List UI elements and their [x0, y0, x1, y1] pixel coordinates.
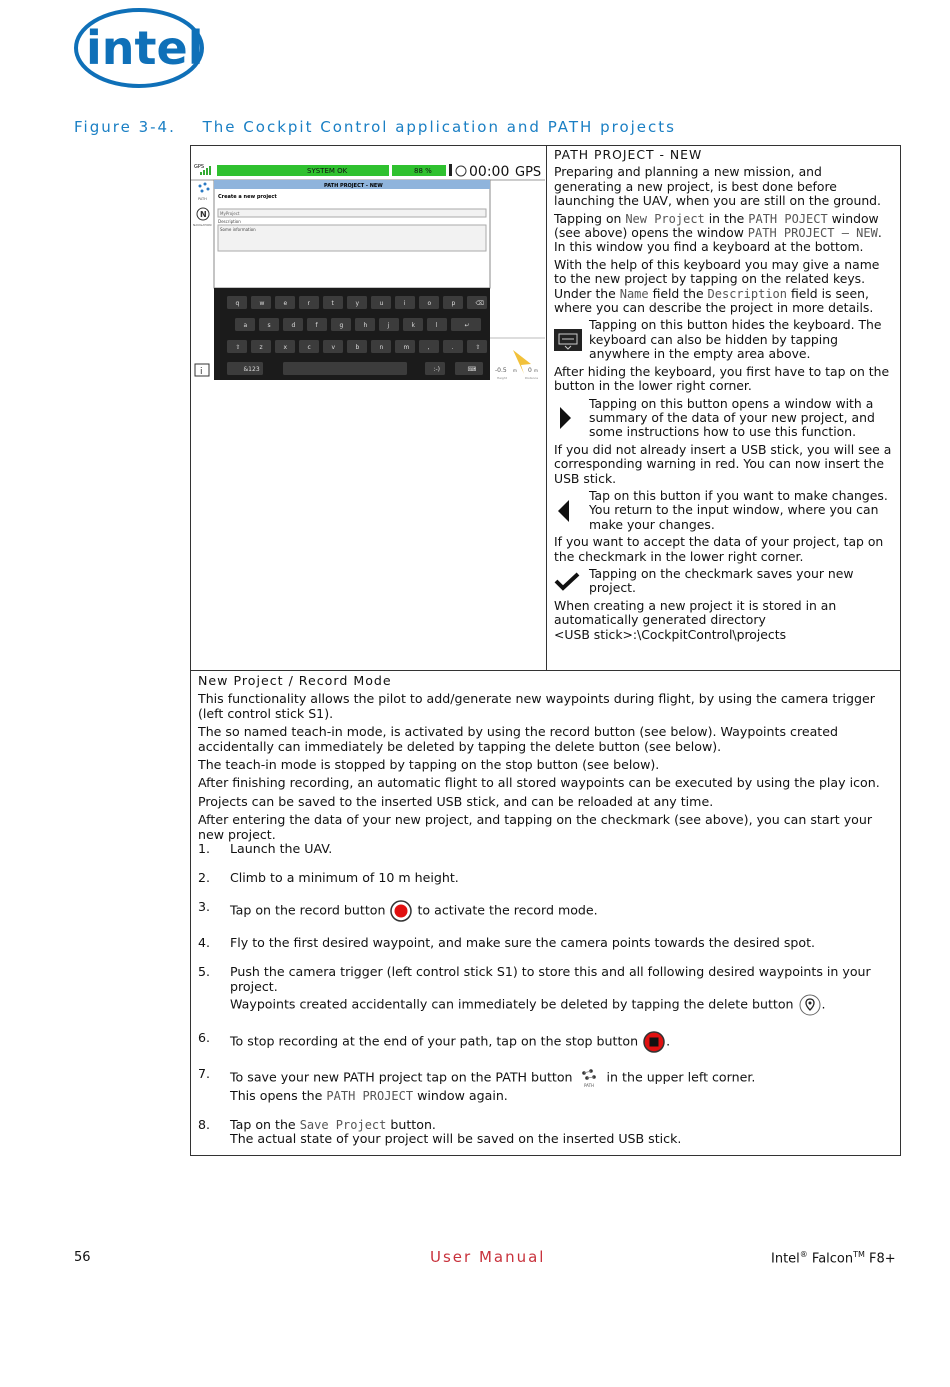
key-z-label: z — [259, 344, 263, 351]
path-new-description — [547, 146, 900, 670]
battery-text: 88 % — [414, 167, 432, 175]
key-y-label: y — [355, 300, 360, 307]
text: The actual state of your project will be saved on the inserted USB stick. — [230, 1131, 682, 1147]
section-heading: PATH PROJECT - NEW — [554, 147, 703, 162]
key-l-label: l — [435, 322, 438, 329]
text: Tap on the record button — [230, 902, 390, 918]
step-text: Fly to the first desired waypoint, and make sure the camera points towards the desired spot. — [230, 935, 816, 951]
list-item — [198, 1067, 893, 1103]
key-shift-right-label: ⇧ — [475, 344, 481, 351]
text: F8+ — [864, 1251, 896, 1267]
text: Falcon — [807, 1251, 854, 1267]
paragraph: The teach-in mode is stopped by tapping on the stop button (see below). — [198, 757, 660, 773]
app-screenshot — [191, 146, 547, 670]
content-table — [190, 145, 901, 1156]
text: Push the camera trigger (left control stick S1) to store this and all following desired waypoints in your project. — [230, 964, 871, 994]
key-enter-label: ↵ — [464, 322, 470, 329]
text: This opens the — [230, 1088, 327, 1104]
key-p-label: p — [451, 300, 456, 307]
battery-tip — [449, 164, 452, 176]
steps-list — [198, 842, 893, 1147]
paragraph — [554, 212, 892, 255]
text: in the — [704, 210, 749, 226]
step-number: 7. — [198, 1066, 211, 1082]
trademark-mark: TM — [853, 1250, 865, 1259]
svg-text:i: i — [200, 367, 203, 377]
key-c-label: c — [307, 344, 311, 351]
checkmark-icon — [554, 570, 580, 592]
paragraph: After finishing recording, an automatic flight to all stored waypoints can be executed by using the play icon. — [198, 775, 880, 791]
key-j-label: j — [387, 322, 390, 329]
icon-row-back — [554, 489, 892, 532]
code-text: PATH PROJECT – NEW — [747, 226, 878, 241]
step-number: 3. — [198, 898, 211, 914]
code-text: Description — [707, 286, 787, 301]
key-i-label: i — [403, 300, 406, 307]
height-label: Height — [497, 376, 507, 380]
step-number: 4. — [198, 935, 211, 951]
key-t-label: t — [331, 300, 334, 307]
directory-path: <USB stick>:\CockpitControl\projects — [554, 626, 787, 642]
text: . In this window you find a keyboard at the bottom. — [554, 225, 882, 255]
path-nav-icon[interactable] — [198, 183, 210, 202]
paragraph — [554, 258, 892, 316]
text: in the upper left corner. — [602, 1069, 756, 1085]
paragraph: The so named teach-in mode, is activated by using the record button (see below). Waypoints created accidentally can immediately be deleted by tapping the delete button (see below). — [198, 724, 838, 754]
icon-row-check — [554, 567, 892, 596]
nav-icon-label: NAVIGATION — [193, 223, 212, 227]
step-number: 2. — [198, 869, 211, 885]
key-h-label: h — [363, 322, 368, 329]
list-item — [198, 842, 893, 856]
text: With the help of this keyboard you may give a name to the new project by tapping on the related keys. Under the — [554, 256, 880, 301]
back-arrow-icon — [554, 498, 574, 524]
list-item — [198, 965, 893, 1016]
key-f-label: f — [315, 322, 318, 329]
step-text — [230, 965, 893, 1016]
stop-button-icon — [642, 1031, 666, 1053]
step-text: Climb to a minimum of 10 m height. — [230, 869, 459, 885]
path-button-icon — [577, 1067, 603, 1089]
figure-title: The Cockpit Control application and PATH projects — [202, 118, 676, 136]
paragraph: Preparing and planning a new mission, and generating a new project, is best done before launching the UAV, when you are still on the ground. — [554, 164, 881, 209]
code-text: New Project — [625, 211, 705, 226]
text: window again. — [413, 1088, 508, 1104]
delete-waypoint-icon — [798, 994, 822, 1016]
list-item — [198, 936, 893, 950]
text: . — [821, 996, 826, 1012]
list-item — [198, 1118, 893, 1147]
text: To stop recording at the end of your path, tap on the stop button — [230, 1033, 643, 1049]
step-text: Launch the UAV. — [230, 841, 333, 857]
intel-logo — [72, 6, 207, 90]
window-title: PATH PROJECT - NEW — [324, 183, 383, 189]
status-bar — [217, 165, 389, 176]
page-number: 56 — [74, 1250, 91, 1265]
name-value: MyProject — [220, 211, 240, 216]
text: field is seen, where you can describe the project in more details. — [554, 285, 874, 316]
paragraph — [554, 599, 892, 642]
gps-label: GPS — [194, 164, 205, 170]
key-a-label: a — [243, 322, 248, 329]
icon-description: Tapping on this button hides the keyboard. The keyboard can also be hidden by tapping anywhere in the empty area above. — [589, 317, 882, 362]
step-text — [230, 1067, 893, 1103]
text: . — [666, 1033, 671, 1049]
step-text — [230, 900, 893, 922]
table-row-record-mode — [191, 671, 900, 1155]
svg-text:N: N — [200, 210, 207, 219]
key-smiley-label: :-) — [433, 366, 441, 373]
product-name — [771, 1250, 896, 1266]
key-space[interactable] — [283, 362, 407, 375]
key-b-label: b — [355, 344, 360, 351]
time-text: 00:00 — [469, 164, 510, 180]
record-button-icon — [389, 900, 413, 922]
step-number: 5. — [198, 964, 211, 980]
text: to activate the record mode. — [413, 902, 598, 918]
list-item — [198, 900, 893, 922]
figure-number: Figure 3-4. — [74, 118, 176, 136]
paragraph: If you did not already insert a USB stick, you will see a corresponding warning in red. You can now insert the USB stick. — [554, 441, 892, 486]
logo-wordmark: intel — [86, 21, 204, 75]
key-backspace-label: ⌫ — [475, 300, 484, 307]
code-text: Name — [619, 286, 649, 301]
key-d-label: d — [291, 322, 296, 329]
text: Tapping on — [554, 210, 626, 226]
text: Tap on the — [230, 1117, 300, 1132]
step-text — [230, 1031, 893, 1053]
distance-value: 0 — [528, 367, 532, 374]
gps-mode-text: GPS — [515, 165, 542, 180]
height-unit: m — [513, 368, 517, 373]
table-row-path-new — [191, 146, 900, 671]
key-k-label: k — [411, 322, 415, 329]
key-m-label: m — [403, 344, 410, 351]
code-text: Save Project — [299, 1118, 387, 1132]
step-number: 6. — [198, 1029, 211, 1045]
key-r-label: r — [307, 300, 310, 307]
navigation-compass-icon[interactable] — [193, 208, 212, 227]
paragraph: This functionality allows the pilot to add/generate new waypoints during flight, by using the camera trigger (left control stick S1). — [198, 691, 875, 721]
height-value: -0.5 — [495, 367, 507, 374]
icon-description: Tapping on the checkmark saves your new project. — [589, 565, 854, 596]
path-icon-label: PATH — [198, 197, 207, 201]
key-n-label: n — [379, 344, 384, 351]
key-q-label: q — [235, 300, 240, 307]
icon-row-keyboard — [554, 318, 892, 361]
key-o-label: o — [427, 300, 432, 307]
text: button. — [386, 1117, 436, 1132]
list-item — [198, 871, 893, 885]
description-value: Some information — [220, 227, 256, 232]
step-text — [230, 1118, 893, 1147]
window-heading: Create a new project — [218, 194, 277, 200]
name-field[interactable] — [218, 209, 486, 217]
figure-caption — [74, 118, 676, 136]
text: To save your new PATH project tap on the PATH button — [230, 1069, 577, 1085]
icon-description: Tap on this button if you want to make changes. You return to the input window, where you can make your changes. — [589, 487, 888, 532]
icon-description: Tapping on this button opens a window with a summary of the data of your new project, and some instructions how to use this function. — [589, 395, 875, 440]
code-text: PATH PROJECT — [326, 1089, 414, 1104]
cockpit-screenshot — [191, 160, 545, 400]
text: window (see above) opens the window — [554, 210, 879, 241]
distance-unit: m — [534, 368, 538, 373]
info-icon[interactable] — [195, 364, 209, 377]
paragraph: After entering the data of your new project, and tapping on the checkmark (see above), you can start your new project. — [198, 812, 873, 842]
paragraph: If you want to accept the data of your project, tap on the checkmark in the lower right corner. — [554, 534, 884, 564]
code-text: PATH POJECT — [748, 211, 828, 226]
hide-keyboard-icon — [554, 329, 582, 351]
icon-row-next — [554, 397, 892, 440]
text: Waypoints created accidentally can immediately be deleted by tapping the delete button — [230, 996, 798, 1012]
list-item — [198, 1031, 893, 1053]
key-g-label: g — [339, 322, 344, 329]
key-e-label: e — [283, 300, 288, 307]
text: field the — [648, 285, 708, 301]
key-period-label: . — [451, 344, 454, 351]
key-v-label: v — [331, 344, 336, 351]
description-field[interactable] — [218, 225, 486, 251]
step-number: 8. — [198, 1117, 211, 1132]
key-x-label: x — [283, 344, 288, 351]
registered-mark: ® — [799, 1250, 808, 1259]
step-number: 1. — [198, 841, 211, 857]
text: When creating a new project it is stored in an automatically generated directory — [554, 597, 837, 628]
key-numbers-label: &123 — [243, 366, 260, 373]
footer-title: User Manual — [430, 1248, 546, 1266]
paragraph: After hiding the keyboard, you first have to tap on the button in the lower right corner. — [554, 363, 890, 394]
text: Intel — [771, 1251, 800, 1267]
key-u-label: u — [379, 300, 384, 307]
key-comma-label: , — [427, 344, 430, 351]
description-label: Description — [218, 219, 241, 224]
status-text: SYSTEM OK — [307, 167, 348, 175]
distance-label: Distance — [525, 376, 539, 380]
key-shift-label: ⇧ — [235, 344, 241, 351]
section-heading: New Project / Record Mode — [198, 673, 392, 688]
next-arrow-icon — [554, 405, 574, 431]
key-hide-keyboard-label: ⌨ — [467, 366, 477, 373]
key-w-label: w — [259, 300, 265, 307]
key-s-label: s — [267, 322, 271, 329]
paragraph: Projects can be saved to the inserted USB stick, and can be reloaded at any time. — [198, 793, 714, 809]
svg-text:PATH: PATH — [583, 1083, 594, 1089]
